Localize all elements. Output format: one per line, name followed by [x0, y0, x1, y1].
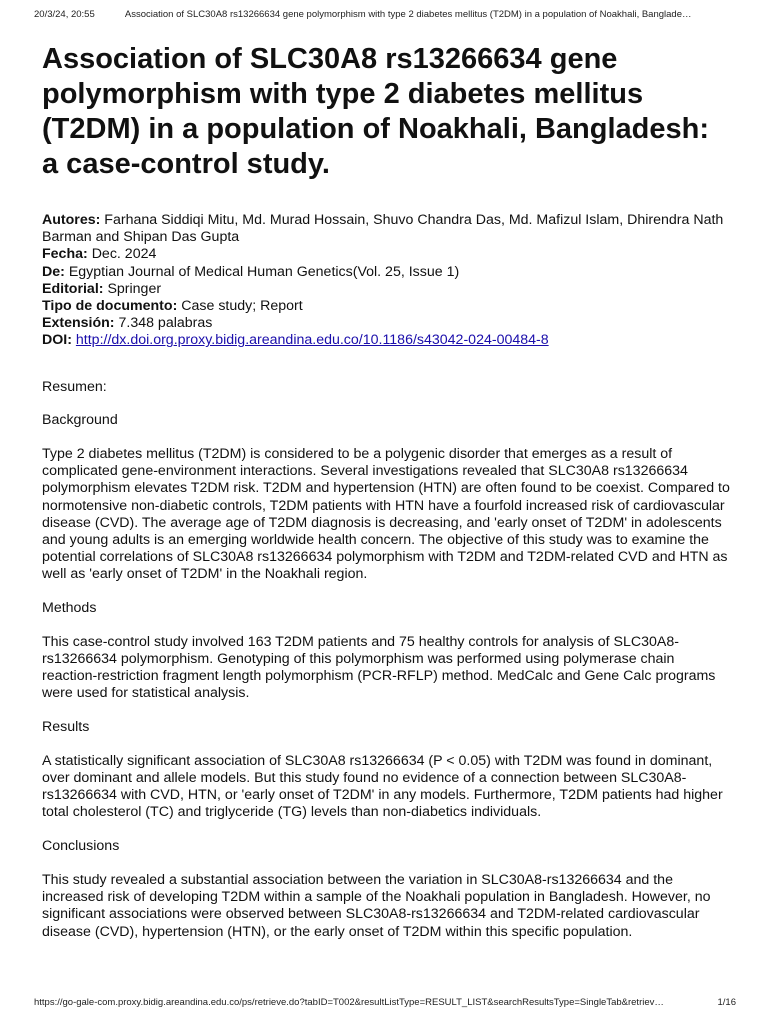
- background-paragraph: Type 2 diabetes mellitus (T2DM) is considered to be a polygenic disorder that emerges as a result of complicated gene-environment interactions. Several investigations revealed that SLC30A8 rs13266634 polymorphism elevates T2DM risk. T2DM and hypertension (HTN) are often found to be coexist. Compared to normotensive non-diabetic controls, T2DM patients with HTN have a fourfold increased risk of cardiovascular disease (CVD). The average age of T2DM diagnosis is decreasing, and 'early onset of T2DM' in adolescents and young adults is an emerging worldwide health concern. The objective of this study was to examine the potential correlations of SLC30A8 rs13266634 polymorphism with T2DM and T2DM-related CVD and HTN as well as 'early onset of T2DM' in the Noakhali region.: [42, 446, 730, 583]
- doi-row: [42, 332, 732, 349]
- article: [42, 42, 732, 957]
- publisher-row: [42, 281, 732, 298]
- length-value: 7.348 palabras: [118, 315, 213, 332]
- date-row: [42, 246, 732, 263]
- page-number: 1/16: [717, 997, 736, 1008]
- length-row: [42, 315, 732, 332]
- doi-link[interactable]: http://dx.doi.org.proxy.bidig.areandina.edu.co/10.1186/s43042-024-00484-8: [75, 332, 549, 349]
- print-url: https://go-gale-com.proxy.bidig.areandina.edu.co/ps/retrieve.do?tabID=T002&resultListType=RESULT_LIST&searchResultsType=SingleTab&retriev…: [34, 997, 664, 1008]
- conclusions-heading: Conclusions: [42, 838, 120, 855]
- publisher-value: Springer: [107, 280, 162, 297]
- doctype-row: [42, 298, 732, 315]
- abstract: [42, 379, 732, 941]
- print-footer: [34, 997, 736, 1009]
- doi-label: DOI:: [42, 332, 72, 349]
- conclusions-paragraph: This study revealed a substantial association between the variation in SLC30A8-rs13266634 and the increased risk of developing T2DM within a sample of the Noakhali population in Bangladesh. However, no significant associations were observed between SLC30A8-rs13266634 and T2DM-related cardiovascular disease (CVD), hypertension (HTN), or the early onset of T2DM within this specific population.: [42, 871, 711, 940]
- methods-heading: Methods: [42, 600, 97, 617]
- doctype-label: Tipo de documento:: [42, 298, 178, 315]
- abstract-heading: Resumen:: [42, 378, 107, 395]
- print-doc-title: Association of SLC30A8 rs13266634 gene polymorphism with type 2 diabetes mellitus (T2DM) in a population of Noakhali, Banglade…: [124, 9, 692, 20]
- source-value: Egyptian Journal of Medical Human Genetics(Vol. 25, Issue 1): [68, 263, 460, 280]
- article-title: Association of SLC30A8 rs13266634 gene polymorphism with type 2 diabetes mellitus (T2DM) in a population of Noakhali, Bangladesh: a case-control study.: [42, 43, 710, 180]
- print-datetime: 20/3/24, 20:55: [34, 9, 95, 20]
- authors-value: Farhana Siddiqi Mitu, Md. Murad Hossain, Shuvo Chandra Das, Md. Mafizul Islam, Dhirendra Nath Barman and Shipan Das Gupta: [42, 212, 724, 246]
- date-value: Dec. 2024: [91, 246, 157, 263]
- length-label: Extensión:: [42, 315, 115, 332]
- date-label: Fecha:: [42, 246, 88, 263]
- doctype-value: Case study; Report: [181, 298, 303, 315]
- authors-label: Autores:: [42, 212, 101, 228]
- source-label: De:: [42, 263, 65, 280]
- background-heading: Background: [42, 412, 118, 429]
- article-metadata: [42, 212, 732, 350]
- authors-row: [42, 212, 732, 246]
- source-row: [42, 264, 732, 281]
- results-paragraph: A statistically significant association of SLC30A8 rs13266634 (P < 0.05) with T2DM was found in dominant, over dominant and allele models. But this study found no evidence of a connection between SLC30A8-rs13266634 with CVD, HTN, or 'early onset of T2DM' in any models. Furthermore, T2DM patients had higher total cholesterol (TC) and triglyceride (TG) levels than non-diabetics individuals.: [42, 752, 723, 821]
- publisher-label: Editorial:: [42, 280, 104, 297]
- results-heading: Results: [42, 719, 90, 736]
- print-header: [34, 9, 748, 21]
- methods-paragraph: This case-control study involved 163 T2DM patients and 75 healthy controls for analysis of SLC30A8-rs13266634 polymorphism. Genotyping of this polymorphism was performed using polymerase chain reaction-restriction fragment length polymorphism (PCR-RFLP) method. MedCalc and Gene Calc programs were used for statistical analysis.: [42, 633, 716, 702]
